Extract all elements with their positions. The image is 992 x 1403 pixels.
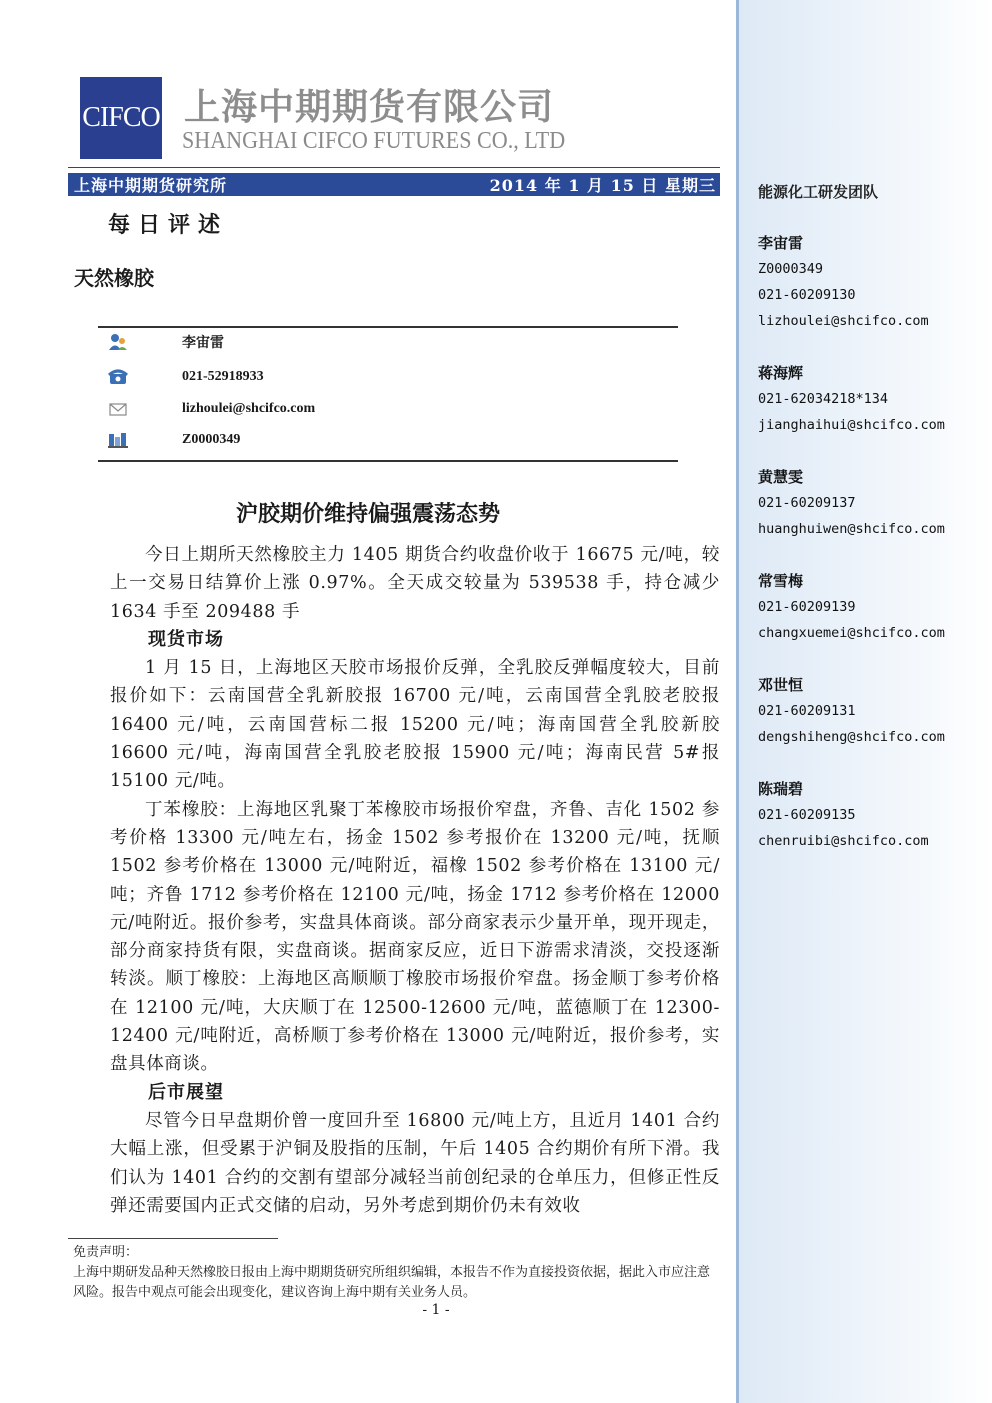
disclaimer-title: 免责声明： — [73, 1245, 139, 1260]
contact-email[interactable]: dengshiheng@shcifco.com — [758, 729, 945, 745]
header-banner — [68, 173, 720, 196]
contact-name: 蒋海辉 — [758, 364, 804, 382]
contact-email[interactable]: huanghuiwen@shcifco.com — [758, 521, 945, 537]
analyst-email-row — [108, 397, 316, 421]
person-icon — [108, 333, 128, 351]
certificate-icon — [108, 431, 128, 449]
article-headline: 沪胶期价维持偏强震荡态势 — [235, 501, 500, 527]
company-logo: CIFCO — [80, 77, 162, 159]
outlook-paragraph: 尽管今日早盘期价曾一度回升至 16800 元/吨上方，且近月 1401 合约大幅上涨，但受累于沪铜及股指的压制，午后 1405 合约期价有所下滑。我们认为 1401 合约的交割有望部分减轻当前创纪录的仓单压力，但修正性反弹还需要国内正式交储的启动，另外考虑到期价仍未有效收 — [110, 1110, 720, 1216]
analyst-bottom-divider — [98, 460, 678, 462]
spot-paragraph-2: 丁苯橡胶：上海地区乳聚丁苯橡胶市场报价窄盘，齐鲁、吉化 1502 参考价格 13300 元/吨左右，扬金 1502 参考报价在 13200 元/吨，抚顺 1502 参考价格在 13000 元/吨附近，福橡 1502 参考价格在 13100 元/吨；齐鲁 1712 参考价格在 12100 元/吨，扬金 1712 参考价格在 12000 元/吨附近。报价参考，实盘具体商谈。部分商家表示少量开单，现开现走，部分商家持货有限，实盘商谈。据商家反应，近日下游需求清淡，交投逐渐转淡。顺丁橡胶：上海地区高顺顺丁橡胶市场报价窄盘。扬金顺丁参考价格在 12100 元/吨，大庆顺丁在 12500-12600 元/吨，蓝德顺丁在 12300-12400 元/吨附近，高桥顺丁参考价格在 13000 元/吨附近，报价参考，实盘具体商谈。 — [110, 799, 720, 1075]
article-body — [110, 541, 720, 1220]
intro-paragraph: 今日上期所天然橡胶主力 1405 期货合约收盘价收于 16675 元/吨，较上一交易日结算价上涨 0.97%。全天成交较量为 539538 手，持仓减少 1634 手至 209488 手 — [110, 545, 720, 622]
analyst-phone: 021-52918933 — [182, 369, 264, 384]
header-divider — [68, 167, 720, 168]
contact-name: 邓世恒 — [758, 676, 804, 694]
contact-phone: 021-60209135 — [758, 807, 856, 823]
contact-email[interactable]: chenruibi@shcifco.com — [758, 833, 929, 849]
spot-market-heading: 现货市场 — [148, 628, 224, 650]
footer-divider — [68, 1238, 278, 1239]
analyst-name-row — [108, 330, 224, 354]
contact-phone: 021-60209130 — [758, 287, 856, 303]
contact-card — [758, 230, 988, 334]
spot-paragraph-1: 1 月 15 日，上海地区天胶市场报价反弹，全乳胶反弹幅度较大，目前报价如下：云南国营全乳新胶报 16700 元/吨，云南国营全乳胶老胶报 16400 元/吨，云南国营标二报 15200 元/吨；海南国营全乳胶新胶 16600 元/吨，海南国营全乳胶老胶报 15900 元/吨；海南民营 5#报 15100 元/吨。 — [110, 658, 720, 792]
outlook-heading: 后市展望 — [148, 1081, 224, 1103]
email-icon — [108, 400, 128, 418]
contact-name: 李宙雷 — [758, 234, 804, 252]
analyst-phone-row — [108, 365, 264, 389]
contact-email[interactable]: changxuemei@shcifco.com — [758, 625, 945, 641]
report-date: 2014 年 1 月 15 日 星期三 — [489, 176, 716, 195]
disclaimer-text: 上海中期研发品种天然橡胶日报由上海中期期货研究所组织编辑，本报告不作为直接投资依据，据此入市应注意风险。报告中观点可能会出现变化，建议咨询上海中期有关业务人员。 — [73, 1265, 711, 1300]
contact-name: 黄慧雯 — [758, 468, 804, 486]
contact-card — [758, 568, 988, 646]
contact-name: 常雪梅 — [758, 572, 804, 590]
analyst-name: 李宙雷 — [182, 335, 224, 351]
contact-card — [758, 464, 988, 542]
report-category: 天然橡胶 — [74, 266, 154, 290]
contact-phone: 021-62034218*134 — [758, 391, 889, 407]
company-name-cn: 上海中期期货有限公司 — [184, 87, 555, 128]
phone-icon — [108, 368, 128, 386]
analyst-top-divider — [98, 326, 678, 328]
team-title: 能源化工研发团队 — [758, 183, 879, 201]
contact-card — [758, 360, 988, 438]
contact-phone: 021-60209139 — [758, 599, 856, 615]
contact-email[interactable]: lizhoulei@shcifco.com — [758, 313, 929, 329]
analyst-license: Z0000349 — [182, 432, 241, 447]
contact-card — [758, 776, 988, 854]
report-type: 每日评述 — [108, 212, 229, 238]
contact-card — [758, 672, 988, 750]
company-name-en: SHANGHAI CIFCO FUTURES CO., LTD — [182, 128, 566, 154]
contact-name: 陈瑞碧 — [758, 780, 804, 798]
contact-email[interactable]: jianghaihui@shcifco.com — [758, 417, 945, 433]
institute-name: 上海中期期货研究所 — [74, 176, 228, 195]
analyst-email[interactable]: lizhoulei@shcifco.com — [182, 401, 316, 416]
disclaimer — [73, 1243, 721, 1303]
contact-license: Z0000349 — [758, 261, 824, 277]
contact-phone: 021-60209137 — [758, 495, 856, 511]
contact-phone: 021-60209131 — [758, 703, 856, 719]
page-number: - 1 - — [422, 1302, 450, 1318]
analyst-license-row — [108, 428, 241, 452]
